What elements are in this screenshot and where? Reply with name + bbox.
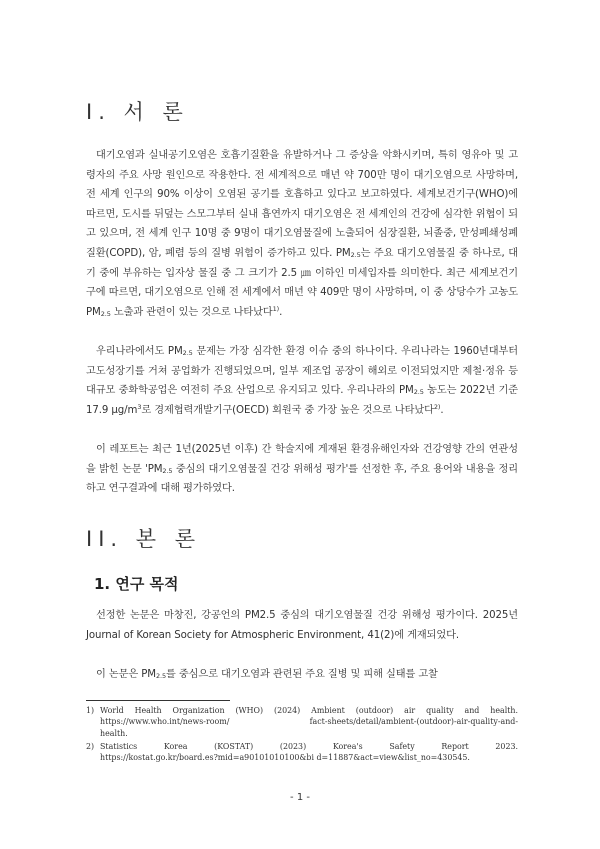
footnote-divider (86, 700, 230, 701)
footnote-number: 1) (86, 706, 95, 715)
footnote-link[interactable]: https://www.who.int/news-room/ fact-sheets/detail/ambient-(outdoor)-air-quality-and- (100, 717, 518, 727)
footnote-number: 2) (86, 742, 95, 751)
footnote-ref-1: 1) (272, 304, 280, 313)
footnote-1 (86, 705, 518, 739)
footnote-line: World Health Organization (WHO) (2024) Ambient (outdoor) air quality and health. (100, 706, 518, 715)
footnote-line: Statistics Korea (KOSTAT) (2023) Korea's Safety Report 2023. (100, 742, 518, 751)
paragraph-introduction-1: 대기오염과 실내공기오염은 호흡기질환을 유발하거나 그 증상을 악화시키며, 특히 영유아 및 고령자의 주요 사망 원인으로 작용한다. 전 세계적으로 매년 약 700만 명이 대기오염으로 사망하며, 전 세계 인구의 90% 이상이 오염된 공기를 호흡하고 있다고 보고하였다. 세계보건기구(WHO)에 따르면, 도시를 뒤덮는 스모그부터 실내 흡연까지 대기오염은 전 세계인의 건강에 심각한 위협이 되고 있으며, 전 세계 인구 10명 중 9명이 대기오염물질에 노출되어 심장질환, 뇌졸중, 만성폐쇄성폐질환(COPD), 암, 폐렴 등의 질병 위험이 증가하고 있다. $PM_{2.5}$는 주요 대기오염물질 중 하나로, 대기 중에 부유하는 입자상 물질 중 그 크기가 2.5 ㎛ 이하인 미세입자를 의미한다. 최근 세계보건기구에 따르면, 대기오염으로 인해 전 세계에서 매년 약 409만 명이 사망하며, 이 중 상당수가 고농도 $PM_{2.5}$ 노출과 관련이 있는 것으로 나타났다$^{1)}$. (86, 150, 518, 318)
footnote-link[interactable]: https://kostat.go.kr/board.es?mid=a90101010100&bi d=11887&act=view&list_no=430545. (100, 753, 470, 763)
section-heading-introduction: I. 서 론 (86, 100, 189, 124)
section-heading-body: II. 본 론 (86, 527, 201, 551)
footnote-line: health. (100, 728, 128, 738)
paragraph-introduction-2: 우리나라에서도 $PM_{2.5}$ 문제는 가장 심각한 환경 이슈 중의 하나이다. 우리나라는 1960년대부터 고도성장기를 거쳐 공업화가 진행되었으며, 일부 제조업 공장이 해외로 이전되었지만 제철·정유 등 대규모 중화학공업은 여전히 주요 산업으로 유지되고 있다. 우리나라의 $PM_{2.5}$ 농도는 2022년 기준 17.9 $\mu g/m^3$로 경제협력개발기구(OECD) 회원국 중 가장 높은 것으로 나타났다$^{2)}$. (86, 346, 518, 416)
footnote-2 (86, 741, 518, 764)
paragraph-research-purpose-2: 이 논문은 $PM_{2.5}$를 중심으로 대기오염과 관련된 주요 질병 및 피해 실태를 고찰 (96, 669, 438, 680)
subsection-heading-research-purpose: 1. 연구 목적 (94, 575, 179, 593)
footnote-ref-2: 2) (433, 402, 441, 411)
page-number: - 1 - (290, 792, 310, 803)
paragraph-introduction-3: 이 레포트는 최근 1년(2025년 이후) 간 학술지에 게재된 환경유해인자와 건강영향 간의 연관성을 밝힌 논문 '$PM_{2.5}$ 중심의 대기오염물질 건강 위해성 평가'를 선정한 후, 주요 용어와 내용을 정리하고 연구결과에 대해 평가하였다. (86, 444, 518, 495)
paragraph-research-purpose-1: 선정한 논문은 마창진, 강공언의 PM2.5 중심의 대기오염물질 건강 위해성 평가이다. 2025년 Journal of Korean Society for Atmospheric Environment, 41(2)에 게재되었다. (86, 610, 518, 641)
